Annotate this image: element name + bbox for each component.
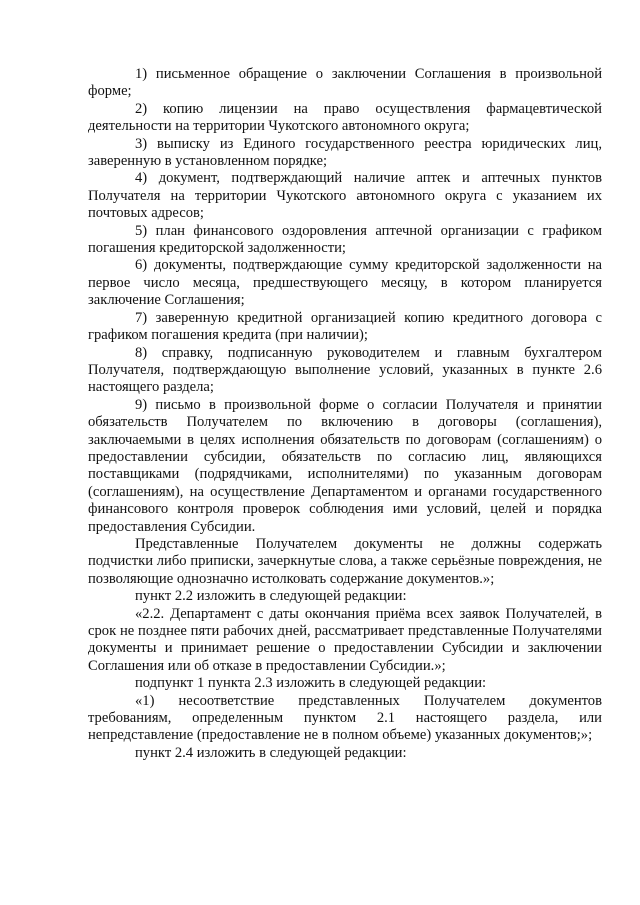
paragraph-documents-requirements: Представленные Получателем документы не должны содержать подчистки либо приписки, зачеркнутые слова, а также серьёзные повреждения, не позволяющие однозначно истолковать содержание документов.»;: [88, 535, 602, 587]
paragraph-text-2-2: «2.2. Департамент с даты окончания приёма всех заявок Получателей, в срок не позднее пяти рабочих дней, рассматривает представленные Получателями документы и принимает решение о предоставлении Субсидии и заключении Соглашения или об отказе в предоставлении Субсидии.»;: [88, 605, 602, 674]
paragraph-amend-2-3: подпункт 1 пункта 2.3 изложить в следующей редакции:: [135, 675, 487, 692]
paragraph-item-3: 3) выписку из Единого государственного реестра юридических лиц, заверенную в установленном порядке;: [88, 135, 602, 170]
paragraph-amend-2-2: пункт 2.2 изложить в следующей редакции:: [135, 588, 407, 605]
paragraph-item-8: 8) справку, подписанную руководителем и главным бухгалтером Получателя, подтверждающую выполнение условий, указанных в пункте 2.6 настоящего раздела;: [88, 344, 602, 396]
paragraph-item-5: 5) план финансового оздоровления аптечной организации с графиком погашения кредиторской задолженности;: [88, 222, 602, 257]
paragraph-item-6: 6) документы, подтверждающие сумму кредиторской задолженности на первое число месяца, предшествующего месяцу, в котором планируется заключение Соглашения;: [88, 257, 602, 309]
paragraph-item-1: 1) письменное обращение о заключении Соглашения в произвольной форме;: [88, 66, 602, 100]
paragraph-item-2: 2) копию лицензии на право осуществления фармацевтической деятельности на территории Чукотского автономного округа;: [88, 100, 602, 135]
paragraph-text-2-3-1: «1) несоответствие представленных Получателем документов требованиям, определенным пунктом 2.1 настоящего раздела, или непредставление (предоставление не в полном объеме) указанных документов;»;: [88, 692, 602, 744]
paragraph-amend-2-4: пункт 2.4 изложить в следующей редакции:: [135, 744, 407, 761]
paragraph-item-7: 7) заверенную кредитной организацией копию кредитного договора с графиком погашения кредита (при наличии);: [88, 309, 602, 344]
paragraph-item-4: 4) документ, подтверждающий наличие аптек и аптечных пунктов Получателя на территории Чукотского автономного округа с указанием их почтовых адресов;: [88, 170, 602, 222]
paragraph-item-9: 9) письмо в произвольной форме о согласии Получателя и принятии обязательств Получателем по включению в договоры (соглашения), заключаемыми в целях исполнения обязательств по договорам (соглашениям) о предоставлении субсидии, обязательств по согласию лиц, являющихся поставщиками (подрядчиками, исполнителями) по указанным договорам (соглашениям), на осуществление Департаментом и органами государственного финансового контроля проверок соблюдения ими условий, целей и порядка предоставления Субсидии.: [88, 396, 602, 535]
document-page: [88, 66, 602, 762]
